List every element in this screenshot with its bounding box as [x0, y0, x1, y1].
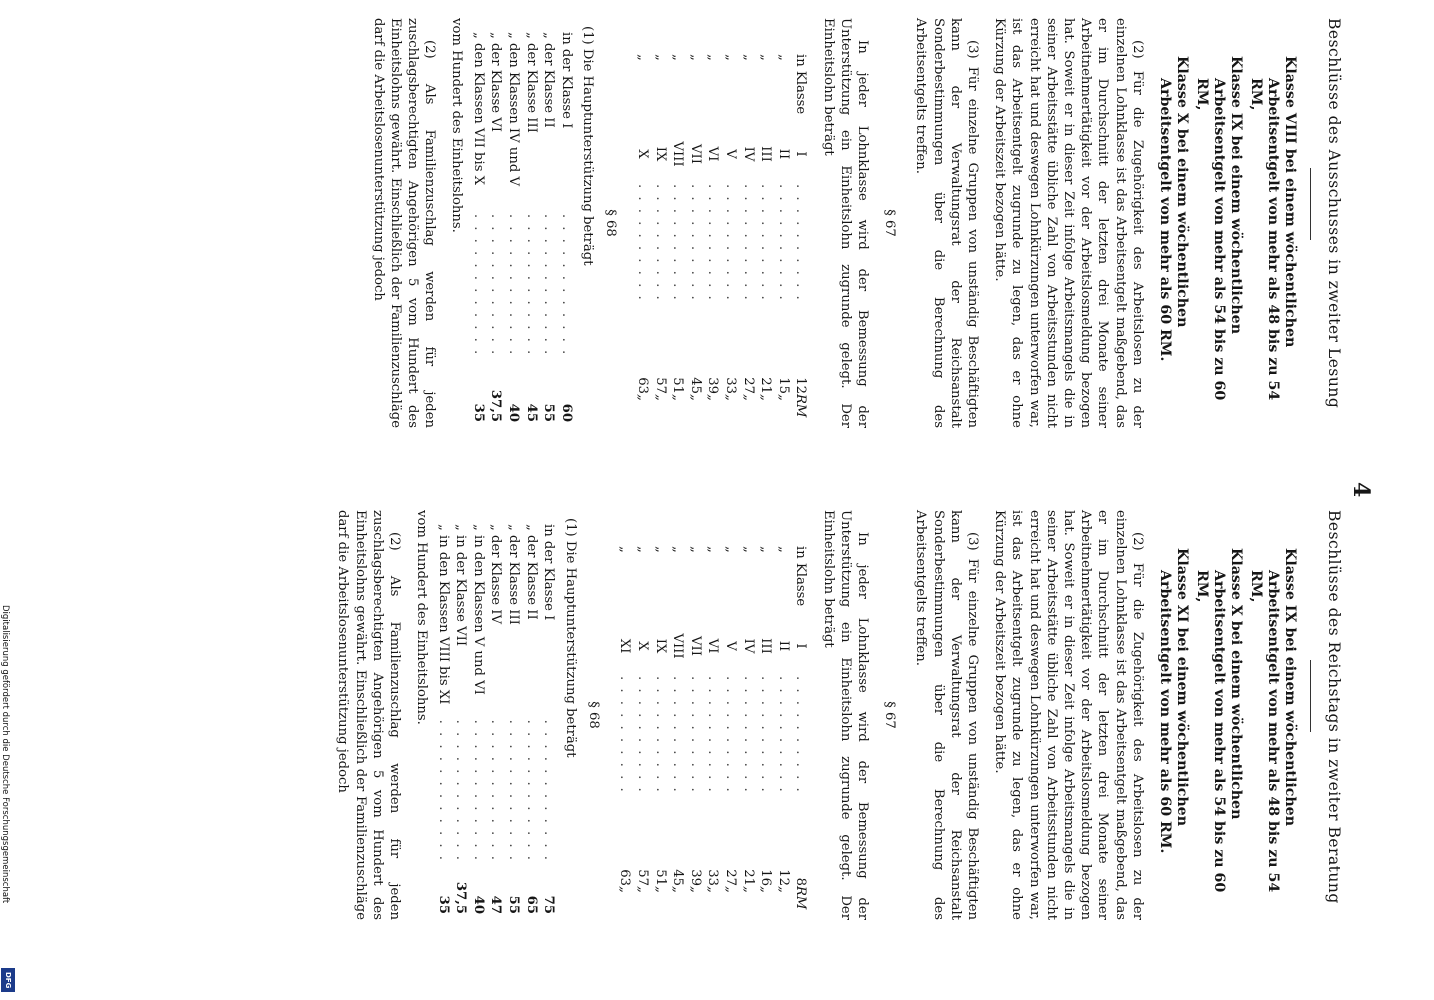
support-label: „ der Klasse II [541, 32, 557, 128]
leader-dots: . . . . . . . . . . [687, 184, 703, 302]
leader-dots: . . . . . . . . . . [617, 676, 633, 794]
paragraph-2: (2) Für die Zugehörigkeit des Arbeitslosen zu der einzelnen Lohnklasse ist das Arbeitsentgelt maßgebend, das er im Durchschnitt der letzten drei Monate seiner Arbeitnehmertätigkeit vor der Arbeitslosmeldung bezogen hat. Soweit er in dieser Zeit infolge Arbeitsmangels die in seiner Arbeitsstätte übliche Zahl von Arbeitsstunden nicht erreicht hat und deswegen Lohnkürzungen unterworfen war, ist das Arbeitsentgelt zugrunde zu legen, das er ohne Kürzung der Arbeitszeit bezogen hätte. [992, 18, 1145, 428]
rate-label: „ [687, 54, 703, 61]
rate-value: 51 [652, 869, 668, 886]
rate-label: in Klasse [793, 54, 809, 115]
rate-class: I [793, 643, 809, 649]
rate-row [651, 546, 669, 916]
dfg-credit: Digitalisierung gefördert durch die Deutsche Forschungsgemeinschaft [0, 605, 10, 904]
rate-row [757, 54, 775, 424]
rate-class: VI [705, 638, 721, 654]
rate-class: III [758, 638, 774, 654]
leader-dots: . . . . . . . . . . [635, 676, 650, 794]
rate-class: III [758, 146, 774, 162]
rate-unit: „ [722, 394, 738, 401]
support-value: 35 [435, 895, 451, 914]
rate-unit: „ [740, 886, 756, 893]
rate-value: 27 [722, 869, 738, 886]
rate-value: 21 [758, 377, 774, 394]
class-definition: Klasse VIII bei einem wöchentlichen Arbeitsentgelt von mehr als 48 bis zu 54 RM, [1247, 56, 1298, 401]
rate-class: VIII [670, 141, 686, 167]
leader-dots: . . . . . . . . . . . . [470, 719, 486, 862]
support-row [540, 32, 558, 422]
page-number: 4 [1348, 482, 1374, 498]
paragraph-3: (3) Für einzelne Gruppen von unständig Beschäftigten kann der Verwaltungsrat der Reichsanstalt Sonderbestimmungen über die Berechnung des Arbeitsentgelts treffen. [913, 510, 980, 920]
rate-class: II [775, 148, 791, 160]
rate-unit: „ [652, 886, 668, 893]
rate-label: „ [705, 54, 721, 61]
rate-row [792, 54, 810, 424]
rate-value: 33 [705, 869, 721, 886]
support-value: 55 [506, 895, 522, 914]
support-row [487, 32, 505, 422]
leader-dots: . . . . . . . . . . [670, 184, 686, 302]
leader-dots: . . . . . . . . . . . . [470, 213, 486, 357]
class-definition: Klasse IX bei einem wöchentlichen Arbeitsentgelt von mehr als 54 bis zu 60 RM, [1193, 56, 1244, 401]
support-label: „ der Klasse II [523, 524, 539, 620]
support-value: 45 [523, 403, 539, 422]
class-definition: Klasse X bei einem wöchentlichen Arbeitsentgelt von mehr als 60 RM. [1156, 56, 1190, 362]
rate-row [704, 546, 722, 916]
rate-row [774, 546, 792, 916]
support-row [434, 524, 452, 914]
rate-row [669, 54, 687, 424]
rate-class: VII [687, 636, 703, 656]
support-label: „ in den Klassen VIII bis XI [435, 524, 451, 705]
leader-dots: . . . . . . . . . . [652, 676, 668, 794]
support-label: „ der Klasse III [506, 524, 522, 625]
percent-suffix: vom Hundert des Einheitslohns. [449, 18, 465, 233]
rate-value: 15 [775, 377, 791, 394]
leader-dots: . . . . . . . . . . [775, 184, 791, 302]
rate-label: „ [705, 546, 721, 553]
leader-dots: . . . . . . . . . . [705, 676, 721, 794]
support-label: „ der Klasse IV [488, 524, 504, 624]
rate-label: „ [758, 546, 774, 553]
rate-row [704, 54, 722, 424]
rate-value: 12 [793, 377, 809, 394]
leader-dots: . . . . . . . . . . [775, 676, 791, 794]
support-row [505, 32, 523, 422]
leader-dots: . . . . . . . . . . [793, 676, 809, 794]
rate-row [669, 546, 687, 916]
rate-label: „ [670, 54, 686, 61]
leader-dots: . . . . . . . . . . [635, 184, 650, 302]
leader-dots: . . . . . . . . . . [670, 676, 686, 794]
rate-class: XI [617, 638, 633, 654]
leader-dots: . . . . . . . . . . . . [541, 719, 557, 862]
rate-class: IX [652, 146, 668, 162]
section-68-paragraph-2: (2) Als Familienzuschlag werden für jeden zuschlagsberechtigten Angehörigen 5 vom Hundert des Einheitslohns gewährt. Einschließlich der Familienzuschläge darf die Arbeitslosenunterstützung jedoch [370, 18, 438, 428]
rate-unit: RM [793, 886, 809, 910]
rate-value: 21 [740, 869, 756, 886]
rate-unit: „ [670, 886, 686, 893]
rate-label: „ [617, 546, 633, 553]
support-row [540, 524, 558, 914]
support-label: „ den Klassen IV und V [506, 32, 522, 186]
rate-unit: „ [740, 394, 756, 401]
rate-value: 39 [687, 869, 703, 886]
leader-dots: . . . . . . . . . . . . [435, 719, 451, 862]
rate-label: in Klasse [793, 546, 809, 607]
support-value: 35 [470, 403, 486, 422]
rate-value: 45 [670, 869, 686, 886]
rate-row [739, 546, 757, 916]
rate-value: 33 [722, 377, 738, 394]
support-row [505, 524, 523, 914]
rate-class: V [722, 149, 738, 159]
divider [1310, 168, 1311, 240]
support-value: 65 [523, 895, 539, 914]
leader-dots: . . . . . . . . . . [687, 676, 703, 794]
rate-row [651, 54, 669, 424]
support-value: 40 [506, 403, 522, 422]
support-row [452, 524, 470, 914]
support-value: 75 [541, 895, 557, 914]
leader-dots: . . . . . . . . . . [722, 676, 738, 794]
rate-class: VII [687, 144, 703, 164]
rate-value: 12 [775, 869, 791, 886]
rate-label: „ [652, 546, 668, 553]
rate-row [774, 54, 792, 424]
support-value: 47 [488, 895, 504, 914]
rate-label: „ [635, 546, 650, 553]
paragraph-3: (3) Für einzelne Gruppen von unständig Beschäftigten kann der Verwaltungsrat der Reichsanstalt Sonderbestimmungen über die Berechnung des Arbeitsentgelts treffen. [913, 18, 980, 428]
rate-row [721, 546, 739, 916]
rate-class: I [793, 151, 809, 157]
rate-value: 27 [740, 377, 756, 394]
rate-class: IV [740, 638, 756, 654]
rate-value: 57 [652, 377, 668, 394]
rate-value: 63 [617, 869, 633, 886]
rate-unit: „ [722, 886, 738, 893]
rate-unit: RM [793, 394, 809, 418]
support-row [522, 524, 540, 914]
support-label: „ in der Klasse VII [453, 524, 469, 647]
rate-row [686, 54, 704, 424]
support-row [557, 32, 575, 422]
section-68-intro: (1) Die Hauptunterstützung beträgt [580, 26, 596, 266]
support-value: 37,5 [488, 389, 504, 422]
unit-wage-table [616, 546, 810, 916]
section-68-intro: (1) Die Hauptunterstützung beträgt [562, 518, 578, 758]
class-definition: Klasse IX bei einem wöchentlichen Arbeitsentgelt von mehr als 48 bis zu 54 RM, [1247, 548, 1298, 893]
dfg-logo-icon: DFG [1, 968, 15, 992]
rate-value: 63 [635, 377, 650, 394]
rate-unit: „ [775, 394, 791, 401]
paragraph-2: (2) Für die Zugehörigkeit des Arbeitslosen zu der einzelnen Lohnklasse ist das Arbeitsentgelt maßgebend, das er im Durchschnitt der letzten drei Monate seiner Arbeitnehmertätigkeit vor der Arbeitslosmeldung bezogen hat. Soweit er in dieser Zeit infolge Arbeitsmangels die in seiner Arbeitsstätte übliche Zahl von Arbeitsstunden nicht erreicht hat und deswegen Lohnkürzungen unterworfen war, ist das Arbeitsentgelt zugrunde zu legen, das er ohne Kürzung der Arbeitszeit bezogen hätte. [992, 510, 1145, 920]
divider [1310, 660, 1311, 732]
leader-dots: . . . . . . . . . . . . [558, 213, 574, 357]
rate-label: „ [722, 546, 738, 553]
leader-dots: . . . . . . . . . . [740, 676, 756, 794]
rate-class: IV [740, 146, 756, 162]
rate-row [686, 546, 704, 916]
rate-label: „ [722, 54, 738, 61]
rate-row [633, 546, 651, 916]
leader-dots: . . . . . . . . . . . . [453, 719, 469, 862]
leader-dots: . . . . . . . . . . [652, 184, 668, 302]
rate-label: „ [775, 546, 791, 553]
column-heading: Beschlüsse des Ausschusses in zweiter Lesung [1325, 18, 1343, 409]
support-value: 60 [558, 403, 574, 422]
leader-dots: . . . . . . . . . . [740, 184, 756, 302]
rate-label: „ [652, 54, 668, 61]
rate-unit: „ [705, 394, 721, 401]
rate-label: „ [758, 54, 774, 61]
rate-value: 51 [670, 377, 686, 394]
rate-row [757, 546, 775, 916]
support-row [469, 32, 487, 422]
rate-row [739, 54, 757, 424]
rate-unit: „ [758, 394, 774, 401]
rate-unit: „ [670, 394, 686, 401]
column-reichstag [324, 510, 1342, 920]
support-row [469, 524, 487, 914]
section-67-title: § 67 [882, 209, 898, 237]
rate-label: „ [635, 54, 650, 61]
rate-class: VIII [670, 633, 686, 659]
rate-value: 16 [758, 869, 774, 886]
leader-dots: . . . . . . . . . . . . [488, 719, 504, 862]
rate-class: VI [705, 146, 721, 162]
column-heading: Beschlüsse des Reichstags in zweiter Beratung [1325, 510, 1343, 904]
column-committee [359, 18, 1342, 428]
rate-unit: „ [687, 394, 703, 401]
rate-label: „ [740, 54, 756, 61]
rate-class: V [722, 641, 738, 651]
rate-value: 57 [635, 869, 650, 886]
rate-value: 8 [793, 877, 809, 886]
rate-unit: „ [635, 394, 650, 401]
main-support-table [469, 32, 575, 422]
rate-class: X [635, 149, 650, 159]
rate-unit: „ [705, 886, 721, 893]
rate-unit: „ [758, 886, 774, 893]
leader-dots: . . . . . . . . . . [722, 184, 738, 302]
leader-dots: . . . . . . . . . . [705, 184, 721, 302]
support-label: „ der Klasse VI [488, 32, 504, 132]
section-67-intro: In jeder Lohnklasse wird der Bemessung der Unterstützung ein Einheitslohn zugrunde gelegt. Der Einheitslohn beträgt [820, 510, 870, 920]
rate-class: IX [652, 638, 668, 654]
rate-class: X [635, 641, 650, 651]
rate-unit: „ [617, 886, 633, 893]
rate-unit: „ [687, 886, 703, 893]
section-68-paragraph-2: (2) Als Familienzuschlag werden für jeden zuschlagsberechtigten Angehörigen 5 vom Hundert des Einheitslohns gewährt. Einschließlich der Familienzuschläge darf die Arbeitslosenunterstützung jedoch [335, 510, 403, 920]
support-label: in der Klasse I [558, 32, 574, 129]
rate-row [633, 54, 651, 424]
leader-dots: . . . . . . . . . . . . [541, 213, 557, 357]
rate-row [616, 546, 634, 916]
support-label: in der Klasse I [541, 524, 557, 621]
main-support-table [434, 524, 557, 914]
class-definition: Klasse X bei einem wöchentlichen Arbeitsentgelt von mehr als 54 bis zu 60 RM, [1193, 548, 1244, 893]
section-68-title: § 68 [585, 701, 601, 729]
leader-dots: . . . . . . . . . . . . [488, 213, 504, 357]
support-label: „ der Klasse III [523, 32, 539, 133]
rate-label: „ [670, 546, 686, 553]
section-67-title: § 67 [882, 701, 898, 729]
support-row [487, 524, 505, 914]
rate-label: „ [775, 54, 791, 61]
rate-class: II [775, 640, 791, 652]
leader-dots: . . . . . . . . . . . . [506, 719, 522, 862]
rate-unit: „ [775, 886, 791, 893]
class-definition: Klasse XI bei einem wöchentlichen Arbeitsentgelt von mehr als 60 RM. [1156, 548, 1190, 854]
rate-row [721, 54, 739, 424]
rate-value: 45 [687, 377, 703, 394]
rate-label: „ [687, 546, 703, 553]
support-value: 37,5 [453, 881, 469, 914]
leader-dots: . . . . . . . . . . . . [523, 213, 539, 357]
leader-dots: . . . . . . . . . . [758, 676, 774, 794]
section-68-title: § 68 [603, 209, 619, 237]
leader-dots: . . . . . . . . . . . . [506, 213, 522, 357]
support-value: 40 [470, 895, 486, 914]
unit-wage-table [633, 54, 809, 424]
leader-dots: . . . . . . . . . . . . [523, 719, 539, 862]
percent-suffix: vom Hundert des Einheitslohns. [414, 510, 430, 725]
rate-label: „ [740, 546, 756, 553]
support-value: 55 [541, 403, 557, 422]
rate-row [792, 546, 810, 916]
leader-dots: . . . . . . . . . . [793, 184, 809, 302]
support-label: „ in den Klassen V und VI [470, 524, 486, 695]
leader-dots: . . . . . . . . . . [758, 184, 774, 302]
section-67-intro: In jeder Lohnklasse wird der Bemessung der Unterstützung ein Einheitslohn zugrunde gelegt. Der Einheitslohn beträgt [820, 18, 870, 428]
rate-unit: „ [652, 394, 668, 401]
rate-unit: „ [635, 886, 650, 893]
rate-value: 39 [705, 377, 721, 394]
support-row [522, 32, 540, 422]
support-label: „ den Klassen VII bis X [470, 32, 486, 186]
